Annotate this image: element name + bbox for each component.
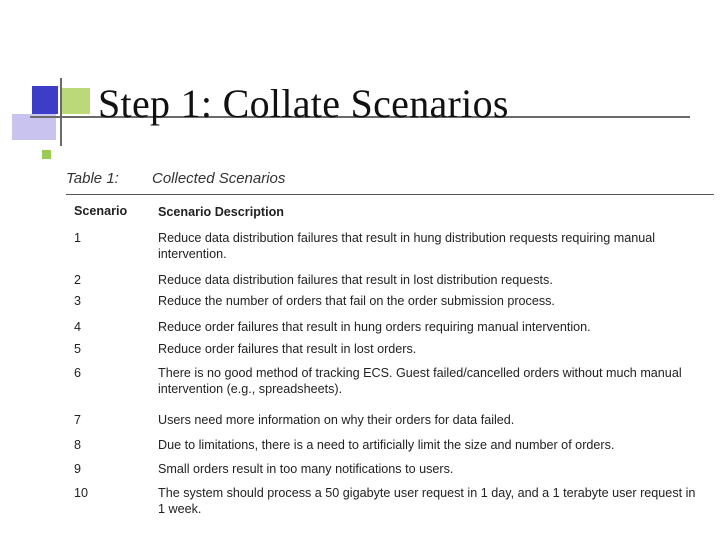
- scenario-description: The system should process a 50 gigabyte user request in 1 day, and a 1 terabyte user request in 1 week.: [158, 486, 696, 516]
- table-row: [74, 365, 704, 412]
- scenario-number: 7: [74, 413, 82, 427]
- scenario-description: Reduce data distribution failures that result in lost distribution requests.: [158, 273, 553, 287]
- table-row: [74, 461, 704, 485]
- caption-label: Table 1:: [66, 170, 119, 187]
- decorative-square-green: [62, 88, 90, 114]
- table-row: [74, 437, 704, 461]
- scenario-description: Due to limitations, there is a need to artificially limit the size and number of orders.: [158, 438, 615, 452]
- scenario-number: 2: [74, 273, 82, 287]
- caption-rule: [66, 194, 714, 195]
- table-row: [74, 341, 704, 365]
- scenario-description: Reduce order failures that result in lost orders.: [158, 342, 417, 356]
- decorative-bullet-square: [42, 150, 51, 159]
- scenario-number: 9: [74, 462, 82, 476]
- scenario-description: There is no good method of tracking ECS. Guest failed/cancelled orders without much manual intervention (e.g., spreadsheets).: [158, 366, 682, 396]
- scenario-number: 4: [74, 320, 82, 334]
- decorative-square-blue: [32, 86, 58, 114]
- scenario-number: 6: [74, 366, 82, 380]
- table-row: [74, 485, 704, 521]
- table-row: [74, 319, 704, 341]
- scenarios-table: [74, 204, 704, 521]
- scenario-number: 1: [74, 231, 82, 245]
- table-header-row: [74, 204, 704, 230]
- scenario-number: 5: [74, 342, 82, 356]
- scenario-description: Reduce data distribution failures that result in hung distribution requests requiring manual intervention.: [158, 231, 656, 261]
- decorative-vertical-line: [60, 78, 62, 146]
- column-header-scenario: Scenario: [74, 204, 128, 218]
- table-row: [74, 412, 704, 437]
- slide-title: Step 1: Collate Scenarios: [98, 81, 509, 126]
- table-row: [74, 293, 704, 319]
- column-header-description: Scenario Description: [158, 205, 284, 219]
- caption-title: Collected Scenarios: [152, 170, 286, 187]
- table-row: [74, 230, 704, 272]
- table-caption: [66, 170, 285, 187]
- scenario-description: Reduce order failures that result in hung orders requiring manual intervention.: [158, 320, 591, 334]
- scenario-description: Small orders result in too many notifications to users.: [158, 462, 454, 476]
- table-row: [74, 272, 704, 293]
- scenario-number: 8: [74, 438, 82, 452]
- scenario-description: Users need more information on why their orders for data failed.: [158, 413, 515, 427]
- scenario-description: Reduce the number of orders that fail on the order submission process.: [158, 294, 555, 308]
- scenario-number: 3: [74, 294, 82, 308]
- scenario-number: 10: [74, 486, 89, 500]
